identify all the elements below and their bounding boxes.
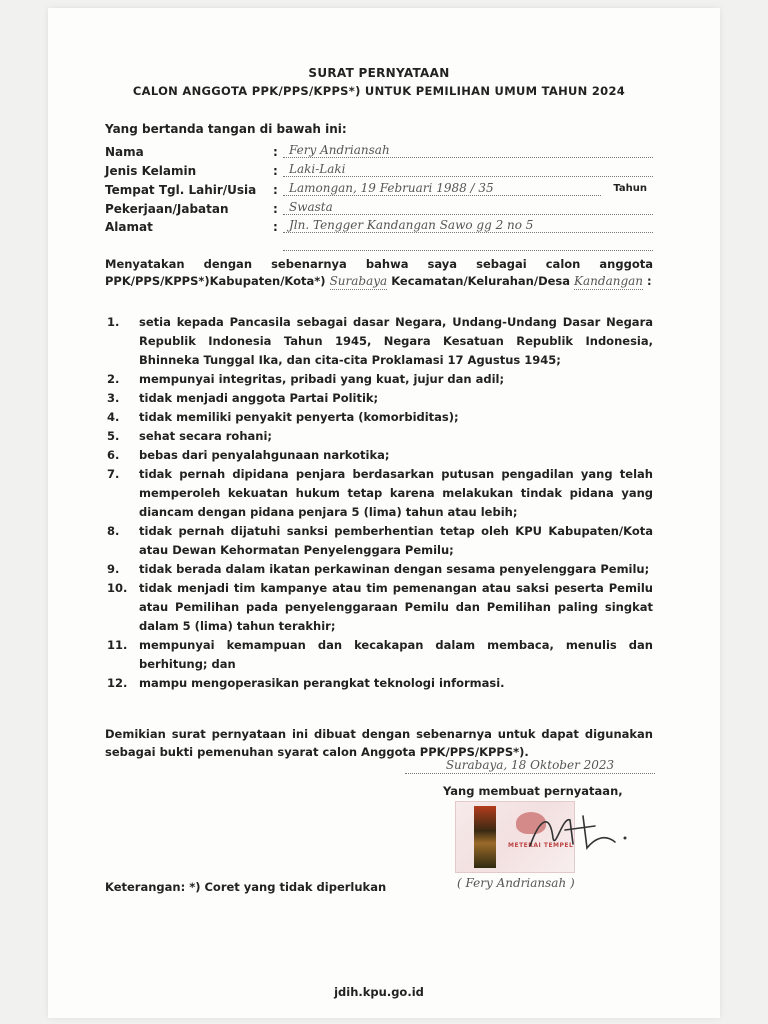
field-tempat-tgl-lahir: Tempat Tgl. Lahir/Usia : Lamongan, 19 Februari 1988 / 35 Tahun [105,181,647,197]
list-item: 3. tidak menjadi anggota Partai Politik; [107,391,379,405]
tahun-label: Tahun [613,183,647,194]
field-value: Lamongan, 19 Februari 1988 / 35 [289,181,494,195]
requirements-list [105,313,653,693]
field-alamat-continuation [105,238,653,256]
place-date: Surabaya, 18 Oktober 2023 [405,758,655,774]
list-item: 11. mempunyai kemampuan dan kecakapan dalam membaca, menulis dan berhitung; dan [107,638,653,671]
list-item: 5. sehat secara rohani; [107,429,272,443]
list-item: 7. tidak pernah dipidana penjara berdasarkan putusan pengadilan yang telah memperoleh kekuatan hukum tetap karena melakukan tindak pidana yang diancam dengan pidana penjara 5 (lima) tahun atau lebih; [107,467,653,519]
field-label: Nama [105,145,144,159]
list-item: 9. tidak berada dalam ikatan perkawinan dengan sesama penyelenggara Pemilu; [107,562,650,576]
document-title: SURAT PERNYATAAN [308,66,450,80]
footer-url: jdih.kpu.go.id [334,985,424,999]
kota-handwritten: Surabaya [329,274,388,288]
signer-name: ( Fery Andriansah ) [457,876,575,890]
list-item: 2. mempunyai integritas, pribadi yang kuat, jujur dan adil; [107,372,505,386]
stamp-text: METERAI TEMPEL [508,842,574,849]
field-label: Alamat [105,220,153,234]
signer-label: Yang membuat pernyataan, [443,784,623,798]
field-value: Laki-Laki [289,162,346,176]
field-pekerjaan: Pekerjaan/Jabatan : Swasta [105,202,653,220]
field-value: Swasta [289,200,333,214]
field-alamat: Alamat : Jln. Tengger Kandangan Sawo gg 2 no 5 [105,220,653,238]
document-page [48,8,720,1018]
statement-paragraph: Menyatakan dengan sebenarnya bahwa saya sebagai calon anggota PPK/PPS/KPPS*)Kabupaten/Kota*) Surabaya Kecamatan/Kelurahan/Desa Kandangan : [105,257,653,288]
list-item: 10. tidak menjadi tim kampanye atau tim pemenangan atau saksi peserta Pemilu atau Pemilihan pada penyelenggaraan Pemilu dan Pemilihan paling singkat dalam 5 (lima) tahun terakhir; [107,581,653,633]
statement-kecamatan: Kecamatan/Kelurahan/Desa [391,274,571,288]
field-nama: Nama : Fery Andriansah [105,145,653,163]
list-item: 12. mampu mengoperasikan perangkat teknologi informasi. [107,676,505,690]
note-text: Keterangan: *) Coret yang tidak diperlukan [105,880,387,894]
intro-text: Yang bertanda tangan di bawah ini: [105,122,347,136]
field-jenis-kelamin: Jenis Kelamin : Laki-Laki [105,164,653,182]
field-value: Jln. Tengger Kandangan Sawo gg 2 no 5 [289,218,534,232]
list-item: 4. tidak memiliki penyakit penyerta (komorbiditas); [107,410,459,424]
field-label: Jenis Kelamin [105,164,197,178]
field-value: Fery Andriansah [289,143,390,157]
list-item: 8. tidak pernah dijatuhi sanksi pemberhentian tetap oleh KPU Kabupaten/Kota atau Dewan Kehormatan Penyelenggara Pemilu; [107,524,653,557]
document-subtitle: CALON ANGGOTA PPK/PPS/KPPS*) UNTUK PEMILIHAN UMUM TAHUN 2024 [132,84,626,98]
list-item: 1. setia kepada Pancasila sebagai dasar Negara, Undang-Undang Dasar Negara Republik Indonesia Tahun 1945, Negara Kesatuan Republik Indonesia, Bhinneka Tunggal Ika, dan cita-cita Proklamasi 17 Agustus 1945; [107,315,653,367]
handwritten-signature [525,808,635,858]
closing-paragraph: Demikian surat pernyataan ini dibuat dengan sebenarnya untuk dapat digunakan sebagai bukti pemenuhan syarat calon Anggota PPK/PPS/KPPS*). [105,727,653,759]
field-label: Tempat Tgl. Lahir/Usia [105,183,257,197]
statement-text: Menyatakan dengan sebenarnya bahwa saya sebagai calon anggota PPK/PPS/KPPS*)Kabupaten/Kota*) [105,257,653,288]
stamp-security-strip [474,806,496,868]
field-label: Pekerjaan/Jabatan [105,202,229,216]
desa-handwritten: Kandangan [574,274,644,288]
list-item: 6. bebas dari penyalahgunaan narkotika; [107,448,390,462]
